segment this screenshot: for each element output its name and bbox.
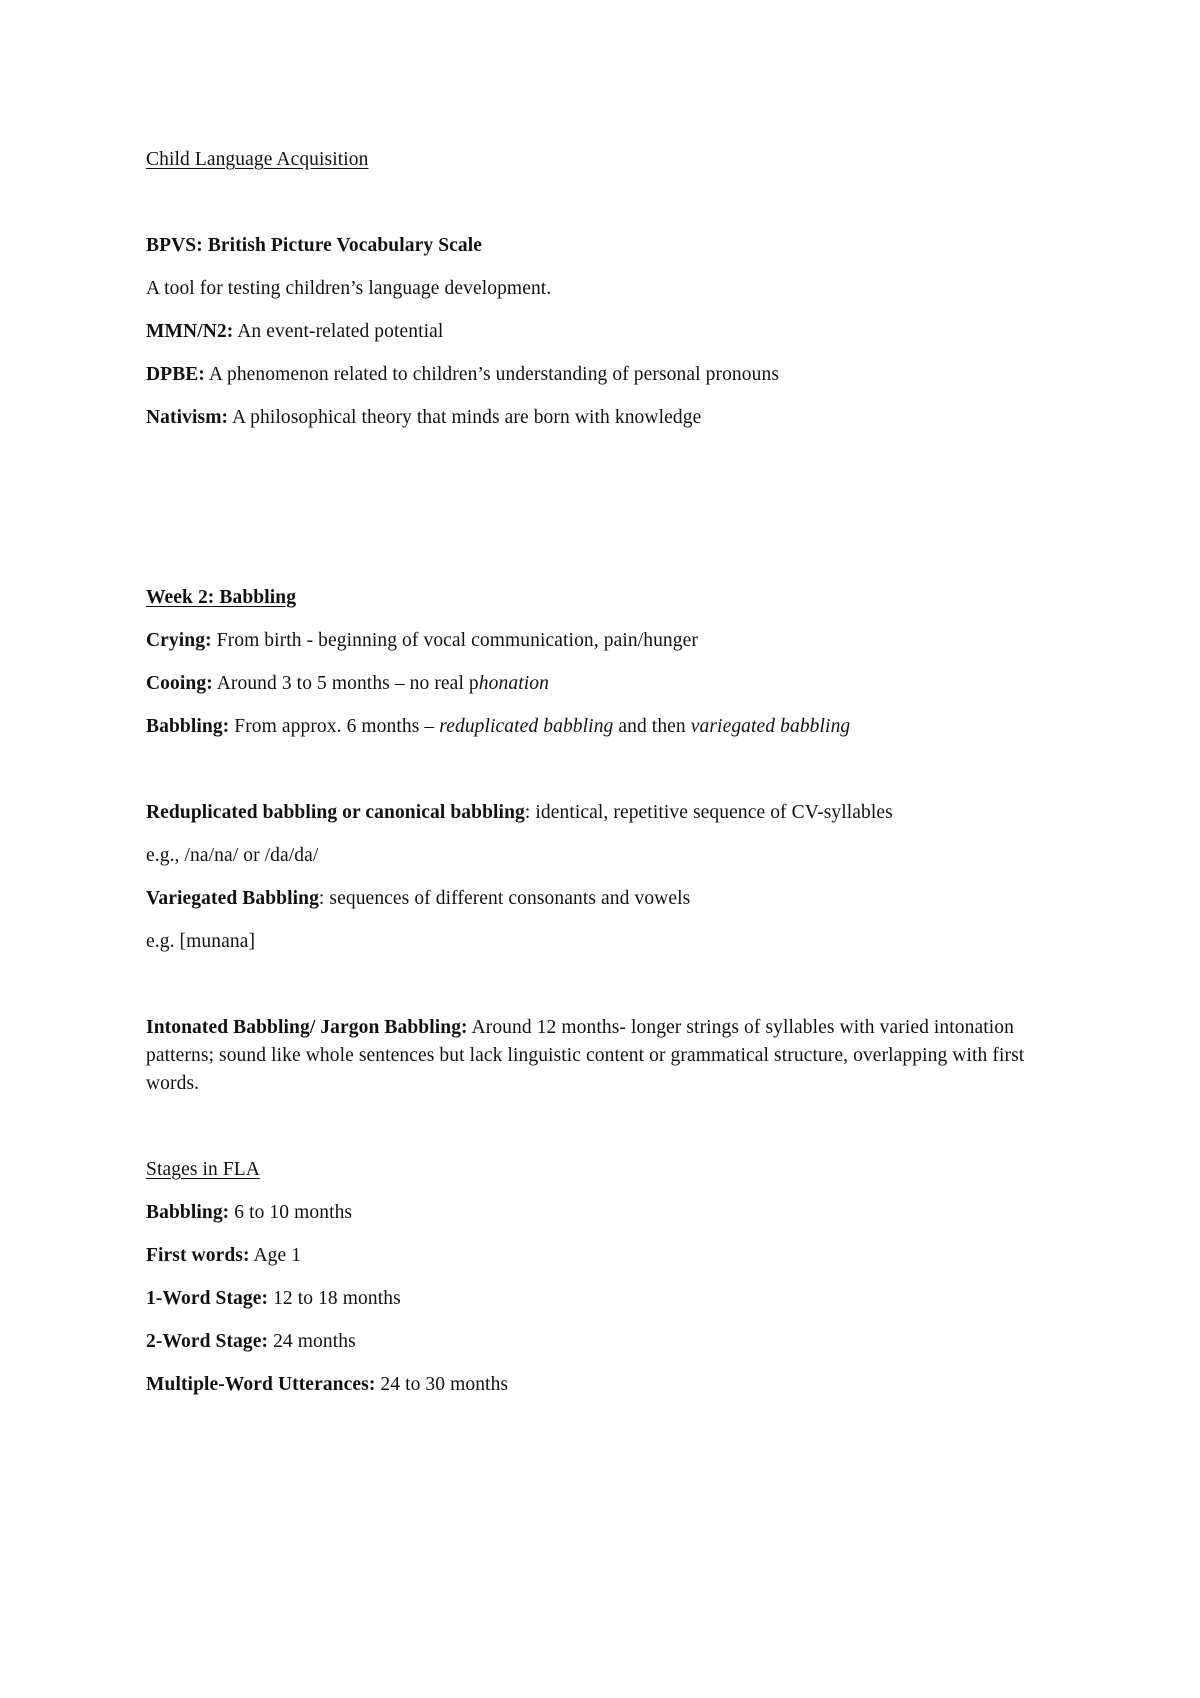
variegated-example: e.g. [munana] bbox=[146, 931, 256, 952]
stage-item bbox=[146, 1285, 1046, 1313]
cooing-entry bbox=[146, 670, 1046, 698]
stage-term: 1-Word Stage: bbox=[146, 1288, 269, 1309]
babbling-italic-1: reduplicated babbling bbox=[439, 716, 614, 737]
babbling-description-1: From approx. 6 months – bbox=[229, 716, 440, 737]
stage-term: First words: bbox=[146, 1245, 250, 1266]
stage-item bbox=[146, 1328, 1046, 1356]
stage-term: Babbling: bbox=[146, 1202, 230, 1223]
babbling-description-2: and then bbox=[613, 716, 691, 737]
crying-description: From birth - beginning of vocal communication, pain/hunger bbox=[211, 630, 698, 651]
bpvs-heading: BPVS: British Picture Vocabulary Scale bbox=[146, 235, 483, 256]
stage-description: Age 1 bbox=[249, 1245, 302, 1266]
mmn-description: An event-related potential bbox=[233, 321, 444, 342]
bpvs-description: A tool for testing children’s language development. bbox=[146, 278, 552, 299]
nativism-term: Nativism: bbox=[146, 407, 229, 428]
nativism-entry bbox=[146, 404, 1046, 432]
stage-description: 6 to 10 months bbox=[229, 1202, 353, 1223]
babbling-italic-2: variegated babbling bbox=[690, 716, 851, 737]
babbling-term: Babbling: bbox=[146, 716, 230, 737]
cooing-italic: honation bbox=[478, 673, 549, 694]
reduplicated-example: e.g., /na/na/ or /da/da/ bbox=[146, 845, 319, 866]
cooing-term: Cooing: bbox=[146, 673, 213, 694]
stage-description: 24 months bbox=[268, 1331, 356, 1352]
stages-heading: Stages in FLA bbox=[146, 1159, 260, 1180]
crying-term: Crying: bbox=[146, 630, 212, 651]
stage-item bbox=[146, 1242, 1046, 1270]
cooing-description: Around 3 to 5 months – no real p bbox=[212, 673, 479, 694]
stage-item bbox=[146, 1371, 1046, 1399]
mmn-term: MMN/N2: bbox=[146, 321, 234, 342]
dpbe-term: DPBE: bbox=[146, 364, 205, 385]
intonated-entry bbox=[146, 1014, 1046, 1098]
crying-entry bbox=[146, 627, 1046, 655]
intonated-term: Intonated Babbling/ Jargon Babbling: bbox=[146, 1017, 468, 1038]
babbling-entry bbox=[146, 713, 1046, 741]
stage-description: 24 to 30 months bbox=[375, 1374, 509, 1395]
variegated-description: : sequences of different consonants and vowels bbox=[318, 888, 691, 909]
mmn-entry bbox=[146, 318, 1046, 346]
dpbe-description: A phenomenon related to children’s understanding of personal pronouns bbox=[205, 364, 780, 385]
week2-heading: Week 2: Babbling bbox=[146, 587, 297, 608]
variegated-term: Variegated Babbling bbox=[146, 888, 319, 909]
intonated-description: Around 12 months- longer strings of syllables with varied intonation patterns; sound like whole sentences but lack linguistic content or grammatical structure, overlapping with first words. bbox=[146, 1017, 1025, 1094]
stage-description: 12 to 18 months bbox=[268, 1288, 401, 1309]
reduplicated-entry bbox=[146, 799, 1046, 827]
document-title: Child Language Acquisition bbox=[146, 149, 369, 170]
stage-item bbox=[146, 1199, 1046, 1227]
reduplicated-description: : identical, repetitive sequence of CV-syllables bbox=[524, 802, 893, 823]
stage-term: Multiple-Word Utterances: bbox=[146, 1374, 376, 1395]
nativism-description: A philosophical theory that minds are born with knowledge bbox=[228, 407, 702, 428]
dpbe-entry bbox=[146, 361, 1046, 389]
stage-term: 2-Word Stage: bbox=[146, 1331, 269, 1352]
reduplicated-term: Reduplicated babbling or canonical babbling bbox=[146, 802, 525, 823]
variegated-entry bbox=[146, 885, 1046, 913]
